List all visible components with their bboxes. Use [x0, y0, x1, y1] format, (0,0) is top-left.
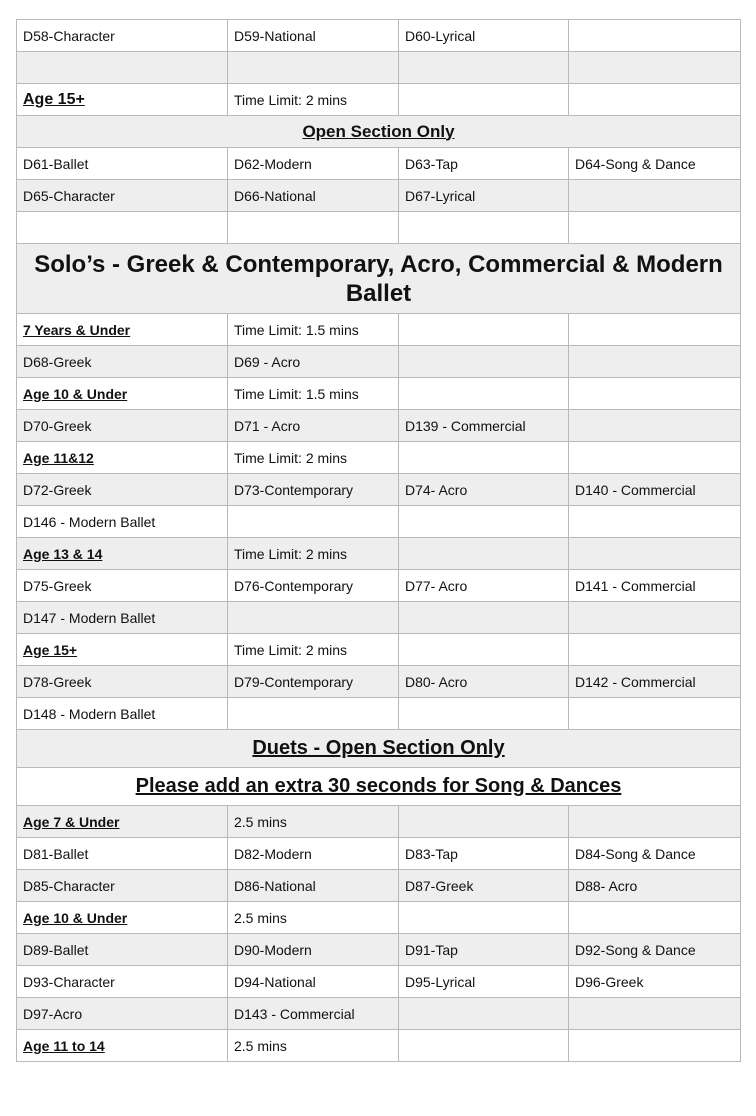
table-cell: D95-Lyrical	[399, 966, 569, 998]
table-cell: D70-Greek	[17, 410, 228, 442]
table-cell: D67-Lyrical	[399, 180, 569, 212]
table-row	[17, 212, 741, 244]
empty-cell	[399, 442, 569, 474]
empty-cell	[399, 314, 569, 346]
table-cell: D66-National	[228, 180, 399, 212]
empty-cell	[569, 212, 741, 244]
empty-cell	[569, 1030, 741, 1062]
table-cell: 2.5 mins	[228, 902, 399, 934]
table-cell: D69 - Acro	[228, 346, 399, 378]
table-cell: D72-Greek	[17, 474, 228, 506]
table-cell: D60-Lyrical	[399, 20, 569, 52]
section-subheading-row	[17, 730, 741, 768]
age-group-label: Age 15+	[17, 634, 228, 666]
table-row	[17, 806, 741, 838]
empty-cell	[569, 602, 741, 634]
empty-cell	[569, 410, 741, 442]
table-row	[17, 378, 741, 410]
empty-cell	[569, 314, 741, 346]
empty-cell	[569, 20, 741, 52]
table-cell: D87-Greek	[399, 870, 569, 902]
table-cell: D63-Tap	[399, 148, 569, 180]
table-row	[17, 934, 741, 966]
empty-cell	[228, 602, 399, 634]
table-row	[17, 998, 741, 1030]
table-cell: 2.5 mins	[228, 806, 399, 838]
empty-cell	[569, 806, 741, 838]
table-cell: D97-Acro	[17, 998, 228, 1030]
table-cell: D75-Greek	[17, 570, 228, 602]
table-row	[17, 84, 741, 116]
table-cell: D58-Character	[17, 20, 228, 52]
table-cell: D89-Ballet	[17, 934, 228, 966]
table-cell: D81-Ballet	[17, 838, 228, 870]
table-row	[17, 442, 741, 474]
table-cell: D61-Ballet	[17, 148, 228, 180]
empty-cell	[399, 634, 569, 666]
section-subheading-row	[17, 768, 741, 806]
table-row	[17, 314, 741, 346]
empty-cell	[569, 634, 741, 666]
section-subheading-row	[17, 116, 741, 148]
empty-cell	[569, 52, 741, 84]
table-row	[17, 20, 741, 52]
table-cell: Time Limit: 1.5 mins	[228, 378, 399, 410]
table-cell: D86-National	[228, 870, 399, 902]
age-group-label: Age 13 & 14	[17, 538, 228, 570]
table-row	[17, 148, 741, 180]
empty-cell	[399, 506, 569, 538]
empty-cell	[569, 346, 741, 378]
table-cell: D82-Modern	[228, 838, 399, 870]
empty-cell	[17, 212, 228, 244]
empty-cell	[569, 538, 741, 570]
table-cell: Time Limit: 2 mins	[228, 442, 399, 474]
empty-cell	[569, 84, 741, 116]
table-row	[17, 474, 741, 506]
empty-cell	[399, 346, 569, 378]
table-cell: D83-Tap	[399, 838, 569, 870]
table-row	[17, 666, 741, 698]
table-row	[17, 570, 741, 602]
table-cell: D91-Tap	[399, 934, 569, 966]
table-row	[17, 634, 741, 666]
table-cell: D76-Contemporary	[228, 570, 399, 602]
empty-cell	[399, 806, 569, 838]
table-cell: D64-Song & Dance	[569, 148, 741, 180]
age-group-label: Age 11 to 14	[17, 1030, 228, 1062]
table-cell: D143 - Commercial	[228, 998, 399, 1030]
table-row	[17, 180, 741, 212]
table-cell: D139 - Commercial	[399, 410, 569, 442]
table-cell: D74- Acro	[399, 474, 569, 506]
table-cell: D142 - Commercial	[569, 666, 741, 698]
table-row	[17, 838, 741, 870]
table-cell: Time Limit: 2 mins	[228, 84, 399, 116]
empty-cell	[569, 442, 741, 474]
empty-cell	[569, 698, 741, 730]
table-cell: Time Limit: 1.5 mins	[228, 314, 399, 346]
empty-cell	[569, 998, 741, 1030]
empty-cell	[399, 902, 569, 934]
section-title-row	[17, 244, 741, 314]
table-cell: D78-Greek	[17, 666, 228, 698]
table-row	[17, 698, 741, 730]
table-cell: Time Limit: 2 mins	[228, 634, 399, 666]
empty-cell	[399, 1030, 569, 1062]
age-group-label: Age 10 & Under	[17, 378, 228, 410]
table-row	[17, 506, 741, 538]
section-subheading: Open Section Only	[17, 116, 741, 148]
table-cell: D62-Modern	[228, 148, 399, 180]
table-cell: D93-Character	[17, 966, 228, 998]
section-subheading: Duets - Open Section Only	[17, 730, 741, 768]
empty-cell	[569, 902, 741, 934]
empty-cell	[399, 52, 569, 84]
table-cell: 2.5 mins	[228, 1030, 399, 1062]
table-cell: D80- Acro	[399, 666, 569, 698]
age-group-label: Age 11&12	[17, 442, 228, 474]
empty-cell	[399, 212, 569, 244]
table-cell: D148 - Modern Ballet	[17, 698, 228, 730]
table-cell: D73-Contemporary	[228, 474, 399, 506]
empty-cell	[228, 52, 399, 84]
table-cell: D88- Acro	[569, 870, 741, 902]
table-cell: D96-Greek	[569, 966, 741, 998]
table-cell: Time Limit: 2 mins	[228, 538, 399, 570]
empty-cell	[228, 212, 399, 244]
schedule-table	[16, 19, 741, 1062]
table-cell: D147 - Modern Ballet	[17, 602, 228, 634]
table-cell: D141 - Commercial	[569, 570, 741, 602]
table-cell: D68-Greek	[17, 346, 228, 378]
table-row	[17, 1030, 741, 1062]
table-row	[17, 602, 741, 634]
schedule-body	[17, 20, 741, 1062]
empty-cell	[399, 378, 569, 410]
table-cell: D92-Song & Dance	[569, 934, 741, 966]
empty-cell	[228, 506, 399, 538]
empty-cell	[569, 378, 741, 410]
empty-cell	[399, 602, 569, 634]
empty-cell	[399, 538, 569, 570]
table-cell: D84-Song & Dance	[569, 838, 741, 870]
table-row	[17, 902, 741, 934]
table-cell: D94-National	[228, 966, 399, 998]
table-cell: D90-Modern	[228, 934, 399, 966]
empty-cell	[399, 998, 569, 1030]
age-group-label: Age 15+	[17, 84, 228, 116]
table-cell: D146 - Modern Ballet	[17, 506, 228, 538]
age-group-label: Age 10 & Under	[17, 902, 228, 934]
section-title: Solo’s - Greek & Contemporary, Acro, Commercial & Modern Ballet	[17, 244, 741, 314]
table-cell: D85-Character	[17, 870, 228, 902]
table-row	[17, 410, 741, 442]
empty-cell	[228, 698, 399, 730]
table-row	[17, 870, 741, 902]
empty-cell	[399, 698, 569, 730]
table-cell: D79-Contemporary	[228, 666, 399, 698]
table-row	[17, 538, 741, 570]
empty-cell	[399, 84, 569, 116]
table-row	[17, 346, 741, 378]
table-cell: D71 - Acro	[228, 410, 399, 442]
table-cell: D59-National	[228, 20, 399, 52]
table-cell: D77- Acro	[399, 570, 569, 602]
empty-cell	[569, 506, 741, 538]
empty-cell	[17, 52, 228, 84]
table-row	[17, 52, 741, 84]
empty-cell	[569, 180, 741, 212]
age-group-label: 7 Years & Under	[17, 314, 228, 346]
age-group-label: Age 7 & Under	[17, 806, 228, 838]
table-cell: D65-Character	[17, 180, 228, 212]
table-cell: D140 - Commercial	[569, 474, 741, 506]
section-subheading: Please add an extra 30 seconds for Song & Dances	[17, 768, 741, 806]
table-row	[17, 966, 741, 998]
